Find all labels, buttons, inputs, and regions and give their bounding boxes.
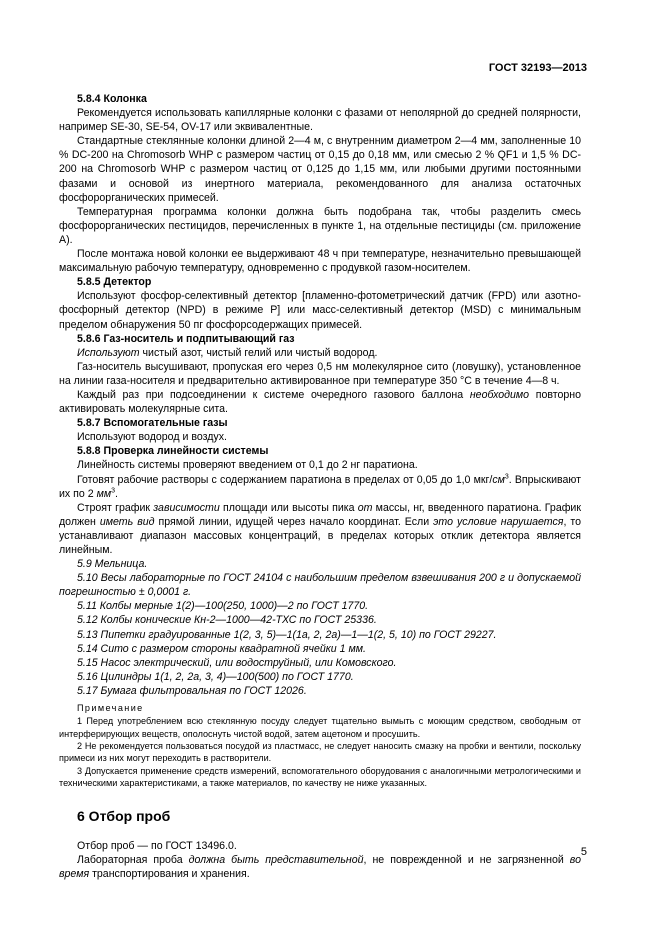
- text: транспортирования и хранения.: [89, 868, 250, 881]
- paragraph: Стандартные стеклянные колонки длиной 2—4 м, с внутренним диаметром 2—4 мм, заполненные 10 % DC-200 на Chromosorb WHP с размером частиц от 0,15 до 0,18 мм, или смесью 2 % QF1 и 1,5 % DC-200 на Chromosorb WHP с размером частиц от 0,125 до 1,15 мм, или любыми другими постоянными фазами и основой из инертного материала, рекомендованного для анализа остаточных фосфорорганических примесей.: [59, 135, 581, 204]
- equipment-item: 5.10 Весы лабораторные по ГОСТ 24104 с наибольшим пределом взвешивания 200 г и допускаемой погрешностью ± 0,0001 г.: [59, 572, 581, 599]
- text: .: [115, 487, 118, 500]
- equipment-item: 5.9 Мельница.: [77, 558, 148, 571]
- text: площади или высоты пика: [219, 501, 358, 514]
- equipment-item: 5.12 Колбы конические Кн-2—1000—42-ТХС по ГОСТ 25336.: [77, 614, 377, 627]
- section-5-8-4-title: 5.8.4 Колонка: [77, 93, 147, 105]
- emphasis: это условие нарушается: [433, 515, 564, 528]
- section-5-8-6-title: 5.8.6 Газ-носитель и подпитывающий газ: [77, 332, 295, 345]
- text: повторно активировать молекулярные сита.: [59, 388, 581, 416]
- paragraph: После монтажа новой колонки ее выдерживают 48 ч при температуре, незначительно превышающей максимальную рабочую температуру, одновременно с продувкой газом-носителем.: [59, 248, 581, 275]
- emphasis: необходимо: [469, 388, 530, 401]
- emphasis: Используют: [77, 346, 140, 359]
- text: Строят график: [77, 501, 154, 514]
- section-5-8-5-title: 5.8.5 Детектор: [77, 276, 152, 289]
- text: чистый азот, чистый гелий или чистый водород.: [139, 346, 378, 359]
- note-item: 2 Не рекомендуется пользоваться посудой из пластмасс, не следует наносить смазку на пробки и вентили, поскольку примеси из них могут переходить в растворители.: [59, 740, 581, 764]
- section-5-8-7-title: 5.8.7 Вспомогательные газы: [77, 417, 228, 430]
- emphasis: должна быть представительной: [188, 854, 364, 867]
- text: Готовят рабочие растворы с содержанием паратиона в пределах от 0,05 до 1,0 мкг/: [77, 473, 493, 486]
- section-5-8-8-title: 5.8.8 Проверка линейности системы: [77, 445, 269, 458]
- notes-block: [59, 702, 581, 789]
- text: Каждый раз при подсоединении к системе очередного газового баллона: [77, 388, 470, 401]
- text: Лабораторная проба: [77, 854, 189, 867]
- equipment-item: 5.13 Пипетки градуированные 1(2, 3, 5)—1(1а, 2, 2а)—1—1(2, 5, 10) по ГОСТ 29227.: [77, 628, 497, 641]
- page-content: [59, 92, 581, 881]
- page-number: 5: [580, 846, 587, 858]
- paragraph: Используют водород и воздух.: [77, 431, 227, 444]
- text: , то устанавливают диапазон массовых концентраций, в пределах которых отклик детектора является линейным.: [59, 515, 582, 556]
- paragraph: [59, 853, 581, 881]
- paragraph: Используют фосфор-селективный детектор [пламенно-фотометрический датчик (FPD) или азотно-фосфорный детектор (NPD) в режиме P] или масс-селективный детектор (MSD) с минимальным пределом обнаружения 50 пг фосфорсодержащих примесей.: [59, 290, 581, 331]
- paragraph: [59, 501, 581, 557]
- text: массы, нг, введенного паратиона. График должен: [59, 501, 581, 528]
- paragraph: Отбор проб — по ГОСТ 13496.0.: [77, 840, 237, 853]
- paragraph: Линейность системы проверяют введением от 0,1 до 2 нг паратиона.: [77, 459, 418, 472]
- equipment-item: 5.16 Цилиндры 1(1, 2, 2а, 3, 4)—100(500) по ГОСТ 1770.: [77, 670, 354, 683]
- paragraph: Рекомендуется использовать капиллярные колонки с фазами от неполярной до средней полярности, например SE-30, SE-54, OV-17 или эквивалентные.: [59, 107, 581, 134]
- paragraph: Газ-носитель высушивают, пропуская его через 0,5 нм молекулярное сито (ловушку), установленное на линии газа-носителя и предварительно активированное при температуре 350 °С в течение 4—8 ч.: [59, 360, 581, 387]
- superscript: 3: [111, 487, 116, 495]
- emphasis: от: [357, 501, 373, 514]
- section-6-title: 6 Отбор проб: [77, 808, 171, 825]
- emphasis: во время: [59, 854, 581, 881]
- text: прямой линии, идущей через начало координат. Если: [154, 515, 434, 528]
- unit: см: [492, 473, 505, 486]
- paragraph: Температурная программа колонки должна быть подобрана так, чтобы разделить смесь фосфорорганических пестицидов, перечисленных в пункте 1, на отдельные пестициды (см. приложение А).: [59, 205, 581, 246]
- unit: мм: [96, 487, 112, 500]
- paragraph: [59, 346, 581, 360]
- text: . Впрыскивают их по 2: [59, 473, 581, 500]
- equipment-item: 5.17 Бумага фильтровальная по ГОСТ 12026.: [77, 684, 307, 697]
- text: , не поврежденной и не загрязненной: [363, 854, 570, 867]
- equipment-item: 5.14 Сито с размером стороны квадратной ячейки 1 мм.: [77, 642, 366, 655]
- emphasis: зависимости: [153, 501, 220, 514]
- equipment-item: 5.15 Насос электрический, или водоструйный, или Комовского.: [77, 656, 397, 669]
- document-code: ГОСТ 32193—2013: [488, 62, 587, 74]
- notes-title: Примечание: [77, 703, 144, 714]
- paragraph: [59, 388, 581, 416]
- superscript: 3: [504, 473, 509, 480]
- note-item: 1 Перед употреблением всю стеклянную посуду следует тщательно вымыть с моющим средством, свободным от интерферирующих веществ, ополоснуть чистой водой, затем ацетоном и просушить.: [59, 716, 581, 739]
- emphasis: иметь вид: [99, 515, 155, 528]
- equipment-item: 5.11 Колбы мерные 1(2)—100(250, 1000)—2 по ГОСТ 1770.: [77, 600, 369, 613]
- paragraph: [59, 473, 581, 501]
- note-item: 3 Допускается применение средств измерений, вспомогательного оборудования с аналогичными метрологическими и техническими характеристиками, а также материалов, по качеству не ниже указанных.: [59, 765, 581, 788]
